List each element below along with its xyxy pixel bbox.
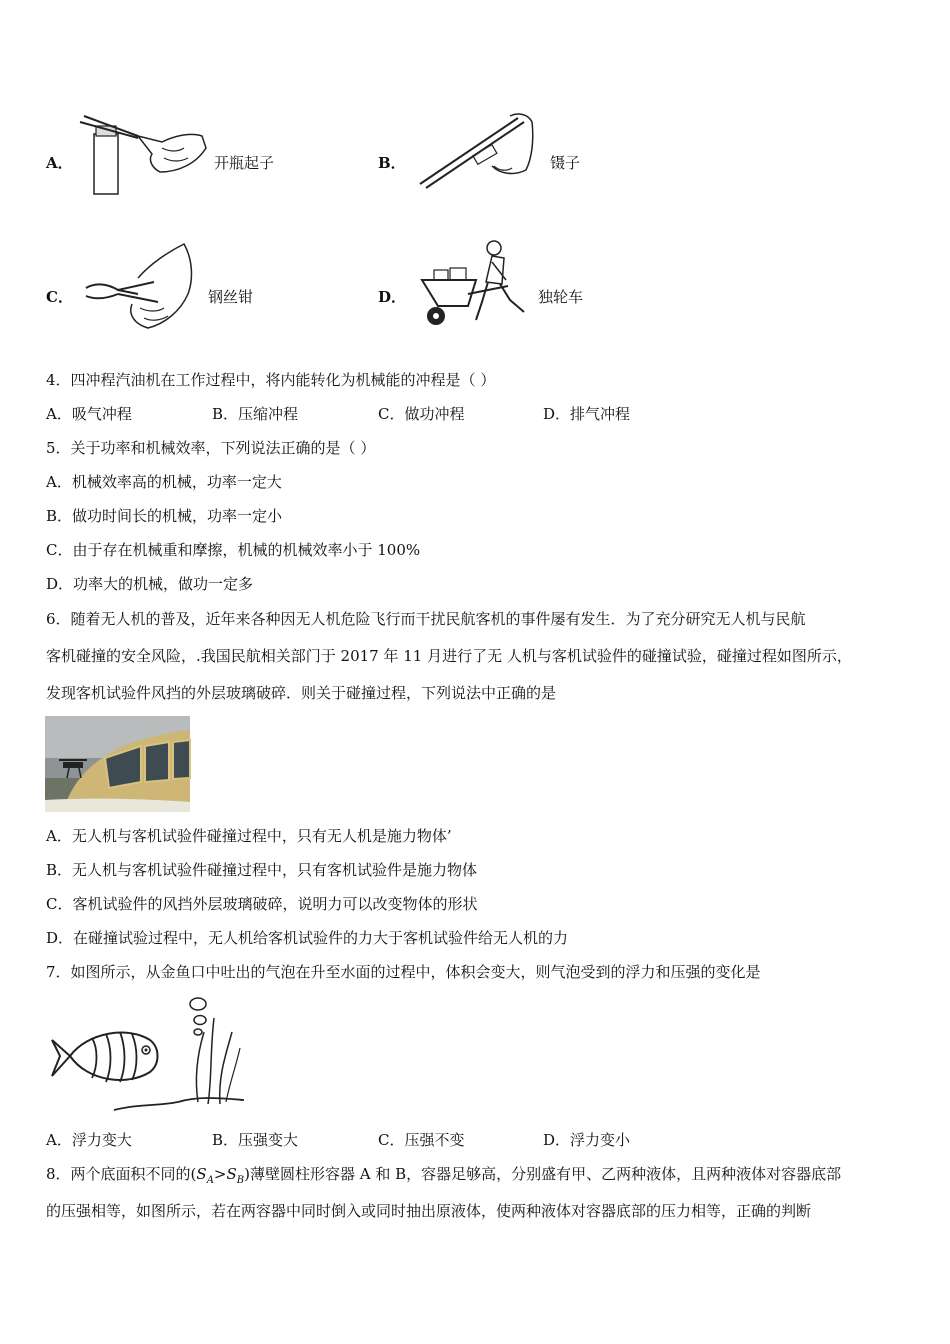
q8-stem-line-2: 的压强相等，如图所示，若在两容器中同时倒入或同时抽出原液体，使两种液体对容器底部的压力相等，正确的判断 (46, 1202, 812, 1220)
q5-option-c: C．由于存在机械重和摩擦，机械的机械效率小于 100% (46, 541, 421, 559)
pliers-figure (78, 238, 198, 332)
option-a-label: 开瓶起子 (214, 154, 275, 172)
q4-option-b: B．压缩冲程 (212, 405, 299, 423)
q6-option-c: C．客机试验件的风挡外层玻璃破碎，说明力可以改变物体的形状 (46, 895, 478, 913)
q7-stem: 7．如图所示，从金鱼口中吐出的气泡在升至水面的过程中，体积会变大，则气泡受到的浮力和压强的变化是 (46, 963, 761, 981)
option-d-label: 独轮车 (538, 288, 584, 306)
q8-suffix: )薄壁圆柱形容器 A 和 B，容器足够高，分别盛有甲、乙两种液体，且两种液体对容器底部 (244, 1165, 842, 1183)
q8-gt: > (213, 1165, 227, 1183)
option-a-letter: A． (46, 154, 73, 172)
q8-s-b: S (226, 1165, 237, 1183)
goldfish-bubbles-figure (48, 992, 244, 1116)
q5-stem: 5．关于功率和机械效率，下列说法正确的是（ ） (46, 439, 376, 457)
q6-stem-line-3: 发现客机试验件风挡的外层玻璃破碎．则关于碰撞过程，下列说法中正确的是 (46, 684, 557, 702)
q4-option-d: D．排气冲程 (543, 405, 631, 423)
q5-option-d: D．功率大的机械，做功一定多 (46, 575, 254, 593)
q7-option-a: A．浮力变大 (46, 1131, 132, 1149)
q4-option-a: A．吸气冲程 (46, 405, 132, 423)
bottle-opener-figure (78, 112, 218, 196)
q6-stem-line-1: 6．随着无人机的普及，近年来各种因无人机危险飞行而干扰民航客机的事件屡有发生．为了充分研究无人机与民航 (46, 610, 806, 628)
tweezers-figure (414, 110, 538, 190)
q6-option-d: D．在碰撞试验过程中，无人机给客机试验件的力大于客机试验件给无人机的力 (46, 929, 569, 947)
q6-option-a: A．无人机与客机试验件碰撞过程中，只有无人机是施力物体’ (46, 827, 452, 845)
option-d-letter: D． (378, 288, 407, 306)
q8-s-b-sub: B (236, 1175, 245, 1186)
q5-option-a: A．机械效率高的机械，功率一定大 (46, 473, 282, 491)
q6-stem-line-2: 客机碰撞的安全风险，.我国民航相关部门于 2017 年 11 月进行了无 人机与客机试验件的碰撞试验，碰撞过程如图所示， (46, 647, 852, 665)
q8-prefix: 8．两个底面积不同的( (46, 1165, 197, 1183)
q7-option-b: B．压强变大 (212, 1131, 299, 1149)
option-b-letter: B． (378, 154, 406, 172)
option-c-letter: C． (46, 288, 73, 306)
drone-collision-photo (45, 716, 190, 812)
q6-option-b: B．无人机与客机试验件碰撞过程中，只有客机试验件是施力物体 (46, 861, 478, 879)
q4-stem: 4．四冲程汽油机在工作过程中，将内能转化为机械能的冲程是（ ） (46, 371, 496, 389)
q4-option-c: C．做功冲程 (378, 405, 465, 423)
q7-option-c: C．压强不变 (378, 1131, 465, 1149)
wheelbarrow-figure (416, 240, 540, 330)
q8-s-a: S (196, 1165, 207, 1183)
q7-option-d: D．浮力变小 (543, 1131, 631, 1149)
option-b-label: 镊子 (550, 154, 581, 172)
q8-s-a-sub: A (206, 1175, 214, 1186)
q5-option-b: B．做功时间长的机械，功率一定小 (46, 507, 283, 525)
q8-stem-line-1 (46, 1164, 841, 1191)
option-c-label: 钢丝钳 (208, 288, 254, 306)
